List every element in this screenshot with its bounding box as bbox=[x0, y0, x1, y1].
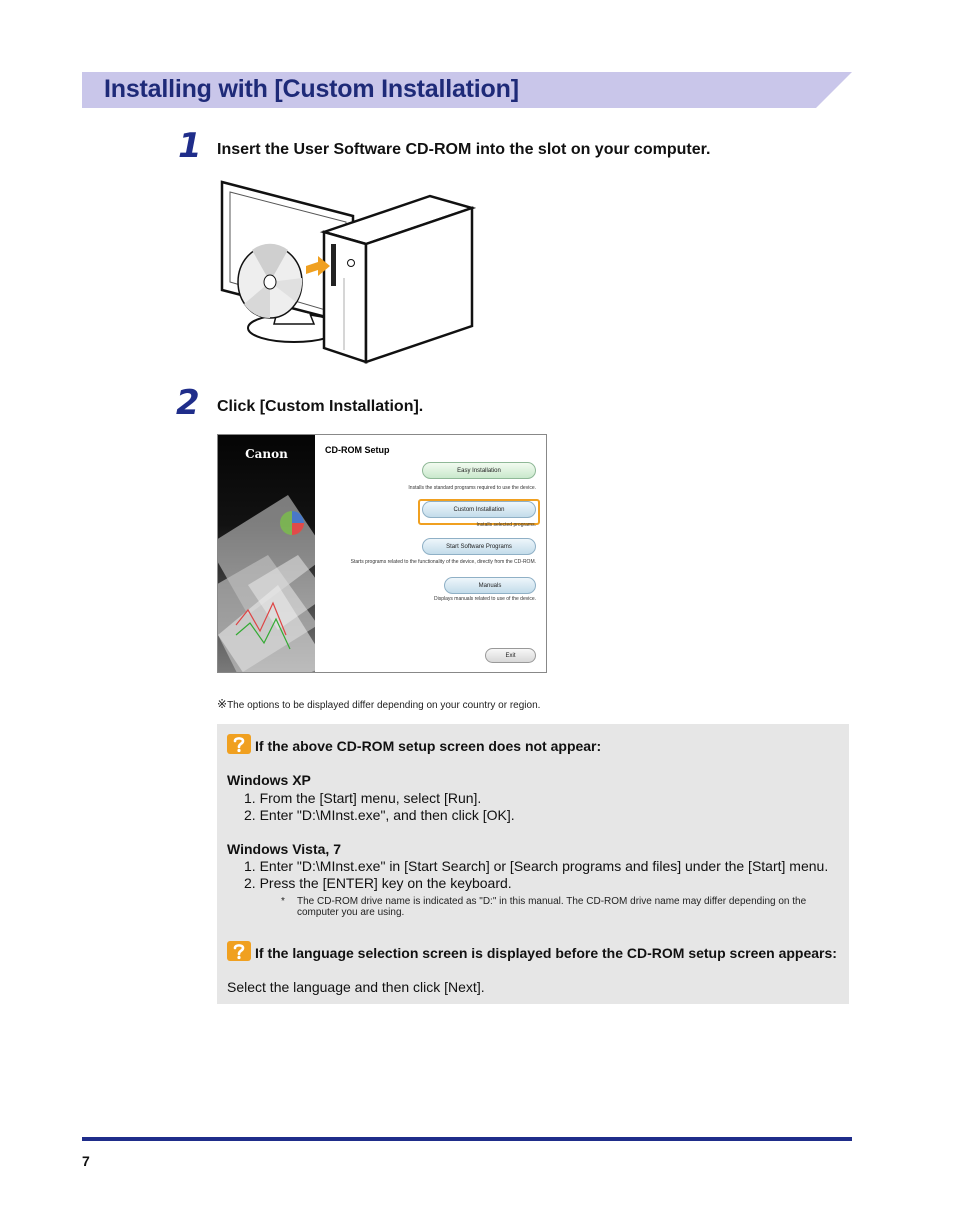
easy-installation-button[interactable]: Easy Installation bbox=[422, 462, 536, 479]
step-2-number: 2 bbox=[176, 383, 200, 423]
drive-name-note-text: The CD-ROM drive name is indicated as "D:" in this manual. The CD-ROM drive name may differ depending on the computer you are using. bbox=[297, 896, 807, 918]
screen-not-appear-heading: If the above CD-ROM setup screen does not appear: bbox=[255, 738, 602, 754]
setup-side-panel bbox=[218, 435, 315, 672]
step-2-text: Click [Custom Installation]. bbox=[217, 398, 424, 415]
footer-rule bbox=[82, 1137, 852, 1141]
xp-step-2: 2. Enter "D:\MInst.exe", and then click [OK]. bbox=[244, 807, 515, 823]
page-number: 7 bbox=[82, 1153, 90, 1169]
footnote-text: The options to be displayed differ depending on your country or region. bbox=[227, 700, 541, 711]
troubleshooting-box bbox=[217, 724, 849, 1004]
easy-installation-description: Installs the standard programs required to use the device. bbox=[408, 485, 536, 491]
region-footnote bbox=[217, 697, 540, 711]
language-screen-heading: If the language selection screen is displayed before the CD-ROM setup screen appears: bbox=[255, 945, 837, 961]
manuals-button[interactable]: Manuals bbox=[444, 577, 536, 594]
section-heading-band bbox=[82, 72, 852, 108]
vista-step-1: 1. Enter "D:\MInst.exe" in [Start Search] or [Search programs and files] under the [Start] menu. bbox=[244, 858, 829, 874]
step-1-number: 1 bbox=[178, 126, 202, 166]
setup-title: CD-ROM Setup bbox=[325, 445, 390, 455]
section-title: Installing with [Custom Installation] bbox=[104, 75, 519, 103]
question-warning-icon bbox=[227, 941, 251, 961]
xp-step-1: 1. From the [Start] menu, select [Run]. bbox=[244, 790, 482, 806]
canon-logo: Canon bbox=[245, 447, 288, 461]
question-warning-icon bbox=[227, 734, 251, 754]
reference-mark: ※ bbox=[217, 697, 228, 711]
cd-rom-setup-window bbox=[217, 434, 547, 673]
vista-step-2: 2. Press the [ENTER] key on the keyboard. bbox=[244, 875, 512, 891]
custom-installation-description: Installs selected programs. bbox=[476, 522, 536, 528]
document-collage-image bbox=[218, 435, 315, 672]
cd-insert-illustration bbox=[218, 178, 476, 366]
drive-name-note bbox=[281, 896, 837, 918]
step-1-text: Insert the User Software CD-ROM into the slot on your computer. bbox=[217, 141, 711, 158]
manuals-description: Displays manuals related to use of the device. bbox=[434, 596, 536, 602]
exit-button[interactable]: Exit bbox=[485, 648, 536, 663]
start-software-programs-description: Starts programs related to the functionality of the device, directly from the CD-ROM. bbox=[350, 559, 536, 565]
windows-xp-label: Windows XP bbox=[227, 772, 311, 788]
note-asterisk: * bbox=[281, 896, 285, 907]
language-instruction: Select the language and then click [Next]. bbox=[227, 979, 485, 995]
custom-installation-button[interactable]: Custom Installation bbox=[422, 501, 536, 518]
windows-vista-label: Windows Vista, 7 bbox=[227, 841, 341, 857]
start-software-programs-button[interactable]: Start Software Programs bbox=[422, 538, 536, 555]
